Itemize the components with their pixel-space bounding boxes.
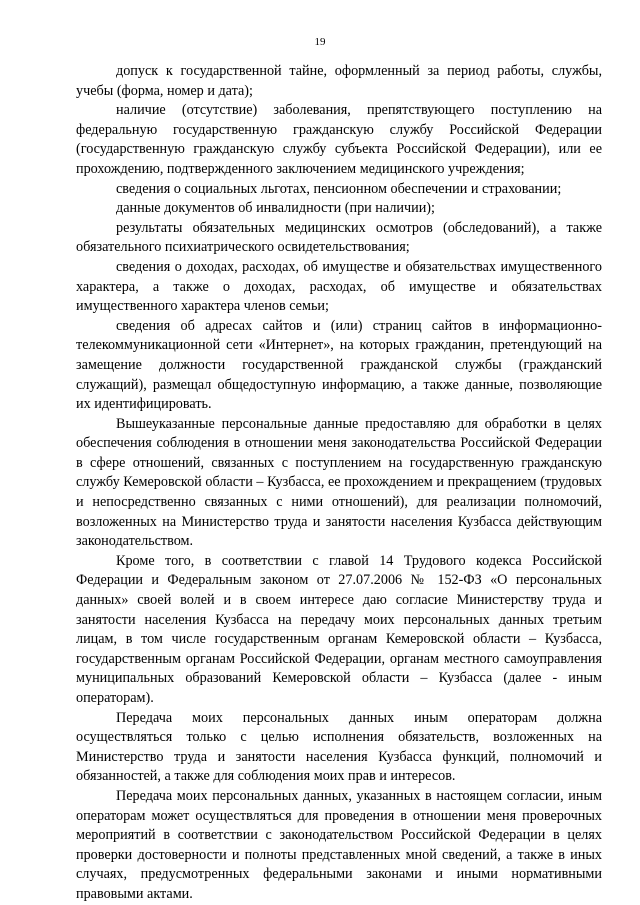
paragraph: сведения о социальных льготах, пенсионном обеспечении и страховании; bbox=[116, 180, 562, 197]
paragraph: Передача моих персональных данных иным операторам должна осуществляться только с целью исполнения обязательств, возложенных на Министерство труда и занятости населения Кузбасса функций, полномочий и обязанностей, а также для соблюдения моих прав и интересов. bbox=[76, 709, 602, 785]
paragraph: сведения об адресах сайтов и (или) страниц сайтов в информационно-телекоммуникационной сети «Интернет», на которых гражданин, претендующий на замещение должности государственной гражданской службы (гражданский служащий), размещал общедоступную информацию, а также данные, позволяющие их идентифицировать. bbox=[76, 317, 602, 413]
document-body bbox=[76, 62, 602, 905]
paragraph: сведения о доходах, расходах, об имуществе и обязательствах имущественного характера, а также о доходах, расходах, об имуществе и обязательствах имущественного характера членов семьи; bbox=[76, 258, 602, 315]
page-number: 19 bbox=[314, 36, 326, 48]
paragraph: Вышеуказанные персональные данные предоставляю для обработки в целях обеспечения соблюдения в отношении меня законодательства Российской Федерации в сфере отношений, связанных с поступлением на государственную гражданскую службу Кемеровской области – Кузбасса, ее прохождением и прекращением (трудовых и непосредственно связанных с ними отношений), для реализации полномочий, возложенных на Министерство труда и занятости населения Кузбасса действующим законодательством. bbox=[76, 415, 602, 550]
paragraph: наличие (отсутствие) заболевания, препятствующего поступлению на федеральную государственную гражданскую службу Российской Федерации (государственную гражданскую службу субъекта Российской Федерации), или ее прохождению, подтвержденного заключением медицинского учреждения; bbox=[76, 102, 602, 177]
paragraph: Кроме того, в соответствии с главой 14 Трудового кодекса Российской Федерации и Федеральным законом от 27.07.2006 № 152-ФЗ «О персональных данных» своей волей и в своем интересе даю согласие Министерству труда и занятости населения Кузбасса на передачу моих персональных данных третьим лицам, в том числе государственным органам Кемеровской области – Кузбасса, государственным органам Российской Федерации, органам местного самоуправления муниципальных образований Кемеровской области – Кузбасса (далее - иным операторам). bbox=[76, 552, 602, 706]
paragraph: результаты обязательных медицинских осмотров (обследований), а также обязательного психиатрического освидетельствования; bbox=[76, 219, 602, 256]
paragraph: допуск к государственной тайне, оформленный за период работы, службы, учебы (форма, номер и дата); bbox=[76, 63, 602, 99]
paragraph: Передача моих персональных данных, указанных в настоящем согласии, иным операторам может осуществляться для проведения в отношении меня проверочных мероприятий в соответствии с законодательством Российской Федерации в целях проверки достоверности и полноты представленных мной сведений, а также в иных случаях, предусмотренных федеральными законами и иными нормативными правовыми актами. bbox=[76, 787, 602, 902]
paragraph: данные документов об инвалидности (при наличии); bbox=[116, 200, 435, 217]
